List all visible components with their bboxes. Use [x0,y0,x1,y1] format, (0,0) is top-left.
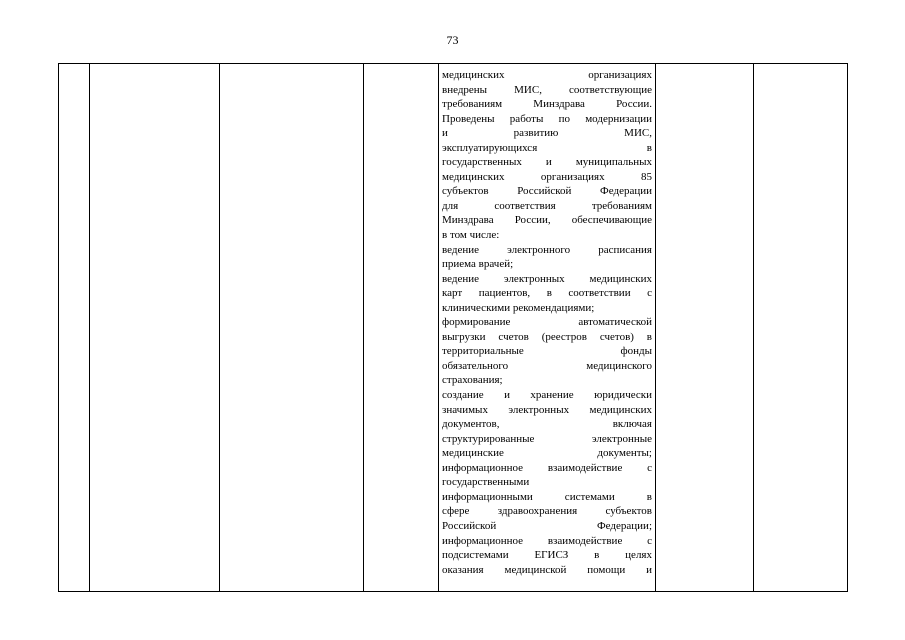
text-line: территориальные фонды [442,345,652,358]
table-cell-col-1 [59,64,90,592]
table-cell-col-3 [220,64,364,592]
page-number: 73 [446,33,459,47]
text-line: оказания медицинской помощи и [442,563,652,576]
table-row [59,64,848,592]
text-line: внедрены МИС, соответствующие [442,83,652,96]
text-line: документов, включая [442,418,652,431]
text-line: государственными [442,476,530,489]
table-cell-col-6 [656,64,754,592]
table-cell-col-4 [364,64,439,592]
text-line: Российской Федерации; [442,519,652,532]
text-line: страхования; [442,374,503,387]
text-line: для соответствия требованиям [442,199,652,212]
text-line: подсистемами ЕГИСЗ в целях [442,549,652,562]
text-line: приема врачей; [442,258,514,271]
text-line: ведение электронных медицинских [442,272,652,285]
text-line: выгрузки счетов (реестров счетов) в [442,330,652,343]
text-line: медицинские документы; [442,447,652,460]
text-line: структурированные электронные [442,432,652,445]
text-line: формирование автоматической [442,316,652,329]
text-line: медицинских организациях [442,69,652,81]
text-line: информационными системами в [442,490,652,503]
table-cell-description [439,64,656,592]
text-line: клиническими рекомендациями; [442,301,595,314]
text-line: сфере здравоохранения субъектов [442,505,652,518]
text-line: информационное взаимодействие с [442,461,652,474]
text-line: медицинских организациях 85 [442,170,652,183]
text-line: в том числе: [442,229,500,242]
text-line: требованиям Минздрава России. [442,98,652,111]
text-line: карт пациентов, в соответствии с [442,287,652,300]
text-line: ведение электронного расписания [442,243,652,256]
text-line: эксплуатирующихся в [442,141,652,154]
text-line: Проведены работы по модернизации [442,112,652,125]
text-line: и развитию МИС, [442,127,652,140]
table-cell-col-7 [754,64,848,592]
table-cell-col-2 [90,64,220,592]
text-line: значимых электронных медицинских [442,403,652,416]
document-table [58,63,848,592]
text-line: обязательного медицинского [442,359,652,372]
text-line: государственных и муниципальных [442,156,652,169]
text-line: Минздрава России, обеспечивающие [442,214,652,227]
text-line: субъектов Российской Федерации [442,185,652,198]
text-line: информационное взаимодействие с [442,534,652,547]
text-line: создание и хранение юридически [442,389,652,402]
